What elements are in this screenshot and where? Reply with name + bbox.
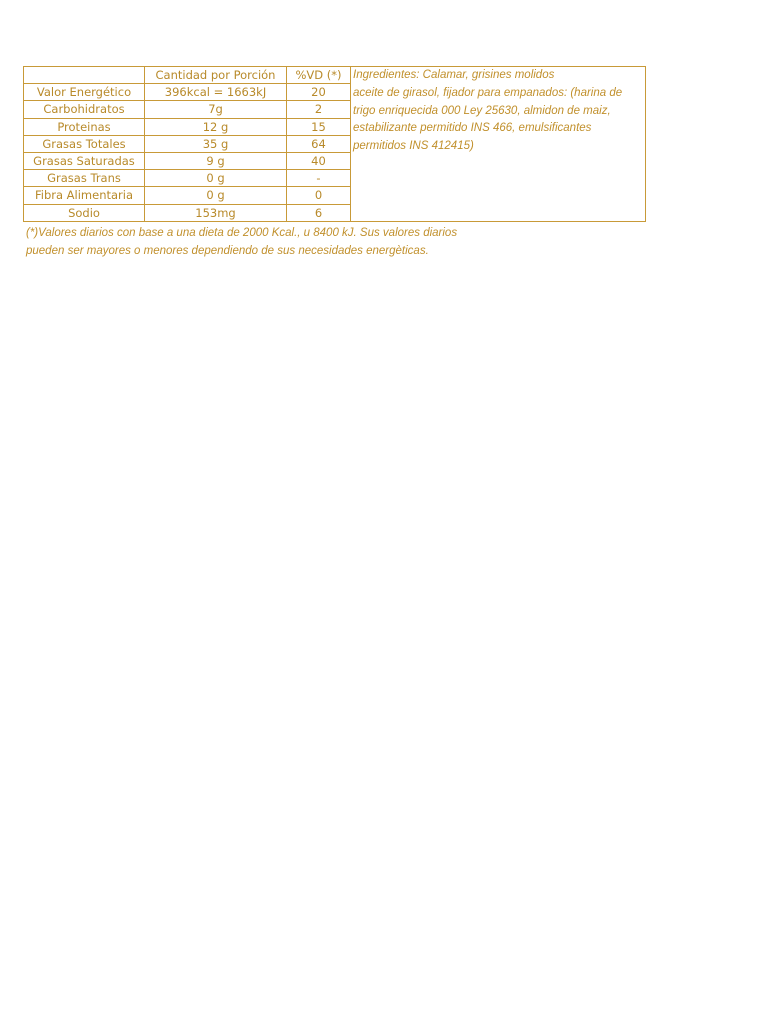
ingredients-line: aceite de girasol, fijador para empanados: (harina de <box>353 86 623 99</box>
nutrient-name: Sodio <box>24 204 145 221</box>
ingredients-line: Ingredientes: Calamar, grisines molidos <box>353 69 555 81</box>
nutrition-table <box>23 66 646 222</box>
footnote-line: pueden ser mayores o menores dependiendo de sus necesidades energèticas. <box>26 244 429 257</box>
ingredients-line: estabilizante permitido INS 466, emulsificantes <box>353 122 592 135</box>
nutrient-amount: 396kcal = 1663kJ <box>145 84 287 101</box>
ingredients-cell <box>351 67 646 222</box>
nutrient-amount: 9 g <box>145 152 287 169</box>
nutrient-name: Proteinas <box>24 118 145 135</box>
footnote <box>26 225 457 260</box>
nutrient-name: Valor Energético <box>24 84 145 101</box>
nutrient-name: Fibra Alimentaria <box>24 187 145 204</box>
nutrient-amount: 0 g <box>145 170 287 187</box>
header-vd: %VD (*) <box>287 67 351 84</box>
nutrient-vd: 15 <box>287 118 351 135</box>
nutrient-vd: 2 <box>287 101 351 118</box>
nutrient-vd: 6 <box>287 204 351 221</box>
nutrient-vd: 20 <box>287 84 351 101</box>
nutrient-vd: 40 <box>287 152 351 169</box>
nutrient-name: Carbohidratos <box>24 101 145 118</box>
table-header-row <box>24 67 646 84</box>
nutrient-amount: 35 g <box>145 135 287 152</box>
nutrient-name: Grasas Totales <box>24 135 145 152</box>
nutrient-vd: 0 <box>287 187 351 204</box>
nutrient-vd: - <box>287 170 351 187</box>
nutrient-name: Grasas Saturadas <box>24 152 145 169</box>
nutrient-amount: 0 g <box>145 187 287 204</box>
nutrient-name: Grasas Trans <box>24 170 145 187</box>
nutrient-amount: 7g <box>145 101 287 118</box>
footnote-line: (*)Valores diarios con base a una dieta de 2000 Kcal., u 8400 kJ. Sus valores diarios <box>26 227 458 239</box>
header-amount: Cantidad por Porción <box>145 67 287 84</box>
nutrient-amount: 12 g <box>145 118 287 135</box>
nutrient-amount: 153mg <box>145 204 287 221</box>
header-nutrient <box>24 67 145 84</box>
ingredients-line: permitidos INS 412415) <box>353 140 474 153</box>
nutrient-vd: 64 <box>287 135 351 152</box>
ingredients-line: trigo enriquecida 000 Ley 25630, almidon de maiz, <box>353 104 611 117</box>
